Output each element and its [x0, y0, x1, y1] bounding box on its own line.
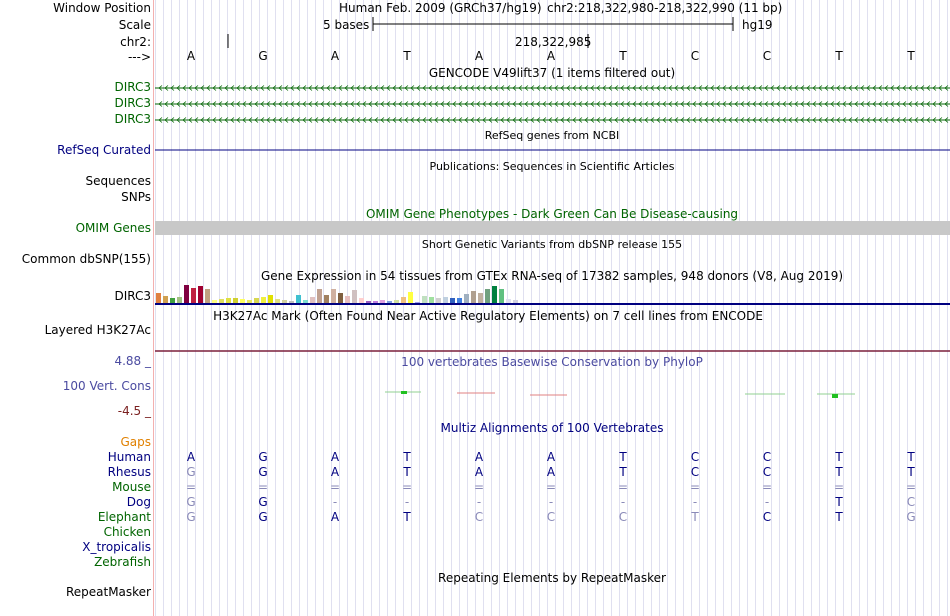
alignment-base-human: A [474, 450, 484, 464]
gtex-tissue-bar [219, 299, 224, 303]
phylop-track-title: 100 vertebrates Basewise Conservation by PhyloP [401, 355, 703, 369]
gtex-tissue-bar [275, 299, 280, 303]
alignment-base-human: G [258, 450, 268, 464]
h3k27ac-signal-line[interactable] [155, 350, 950, 354]
gtex-tissue-bar [296, 295, 301, 303]
gtex-tissue-bar [394, 300, 399, 303]
alignment-base-rhesus: T [403, 465, 411, 479]
gtex-tissue-bar [156, 293, 161, 303]
gtex-tissue-bar [289, 301, 294, 303]
label-gaps[interactable]: Gaps [120, 435, 151, 449]
scale-bar-db: hg19 [742, 18, 773, 32]
alignment-base-elephant: C [474, 510, 484, 524]
repeatmasker-track-title: Repeating Elements by RepeatMasker [438, 571, 666, 585]
alignment-base-dog: - [404, 495, 410, 509]
label-snps[interactable]: SNPs [121, 190, 151, 204]
gtex-tissue-bar [310, 297, 315, 303]
window-position-range: chr2:218,322,980-218,322,990 (11 bp) [547, 1, 783, 15]
alignment-base-elephant: G [258, 510, 268, 524]
base-letter: A [474, 49, 484, 63]
label-gtex-dirc3[interactable]: DIRC3 [114, 289, 151, 303]
label-window-position[interactable]: Window Position [53, 1, 151, 15]
base-letter: T [907, 49, 915, 63]
alignment-base-dog: - [476, 495, 482, 509]
alignment-base-mouse: = [257, 480, 269, 494]
alignment-base-dog: G [258, 495, 268, 509]
gtex-tissue-bar [205, 289, 210, 303]
gtex-tissue-bar [478, 293, 483, 303]
alignment-base-rhesus: G [258, 465, 268, 479]
label-common-dbsnp[interactable]: Common dbSNP(155) [21, 252, 151, 266]
multiz-track-title: Multiz Alignments of 100 Vertebrates [440, 421, 664, 435]
alignment-base-human: A [546, 450, 556, 464]
gtex-tissue-bar [401, 297, 406, 303]
chr-coordinate-label: 218,322,985 [515, 35, 592, 49]
gtex-tissue-bar [380, 300, 385, 303]
base-letter: A [186, 49, 196, 63]
base-letter: A [546, 49, 556, 63]
alignment-base-mouse: = [689, 480, 701, 494]
alignment-base-mouse: = [545, 480, 557, 494]
h3k27ac-track-title: H3K27Ac Mark (Often Found Near Active Regulatory Elements) on 7 cell lines from ENCODE [213, 309, 763, 323]
gtex-tissue-bar [436, 298, 441, 303]
label-chr[interactable]: chr2: [120, 35, 151, 49]
alignment-base-human: C [762, 450, 772, 464]
gtex-tissue-bar [352, 290, 357, 303]
label-cons-max: 4.88 _ [114, 354, 151, 368]
label-refseq-curated[interactable]: RefSeq Curated [57, 143, 151, 157]
gencode-gene-models[interactable] [155, 80, 950, 130]
gtex-tissue-bar [499, 289, 504, 303]
alignment-base-dog: G [186, 495, 196, 509]
gtex-tissue-bar [268, 295, 273, 303]
gtex-tissue-bar [345, 296, 350, 303]
base-letter: A [330, 49, 340, 63]
assembly-title: Human Feb. 2009 (GRCh37/hg19) [339, 1, 542, 15]
alignment-base-elephant: C [546, 510, 556, 524]
gtex-tissue-bar [471, 291, 476, 303]
alignment-base-elephant: G [906, 510, 916, 524]
label-dirc3-1[interactable]: DIRC3 [114, 80, 151, 94]
alignment-base-mouse: = [473, 480, 485, 494]
phylop-signal[interactable] [155, 380, 950, 420]
gtex-tissue-bar [331, 289, 336, 303]
label-dog[interactable]: Dog [126, 495, 151, 509]
gtex-tissue-bar [191, 288, 196, 303]
label-dirc3-3[interactable]: DIRC3 [114, 112, 151, 126]
label-scale[interactable]: Scale [118, 18, 151, 32]
gtex-tissue-bar [492, 286, 497, 303]
gtex-tissue-bar [212, 300, 217, 303]
gtex-tissue-bar [366, 301, 371, 303]
gtex-tissue-bar [254, 298, 259, 303]
alignment-base-human: C [690, 450, 700, 464]
label-repeatmasker[interactable]: RepeatMasker [65, 585, 151, 599]
label-layered-h3k27ac[interactable]: Layered H3K27Ac [44, 323, 151, 337]
base-letter: T [835, 49, 843, 63]
gtex-tissue-bar [506, 299, 511, 303]
alignment-base-mouse: = [761, 480, 773, 494]
alignment-base-elephant: C [762, 510, 772, 524]
alignment-base-mouse: = [185, 480, 197, 494]
label-rhesus[interactable]: Rhesus [107, 465, 151, 479]
gtex-tissue-bar [450, 298, 455, 303]
gtex-tissue-bar [415, 302, 420, 303]
gtex-tissue-bar [464, 294, 469, 303]
label-cons-min: -4.5 _ [117, 404, 151, 418]
gtex-tissue-bar [303, 300, 308, 303]
dbsnp-track-title: Short Genetic Variants from dbSNP release 155 [421, 238, 683, 251]
scale-bar-label: 5 bases [323, 18, 370, 32]
label-sequences[interactable]: Sequences [85, 174, 151, 188]
gtex-tissue-bar [429, 297, 434, 303]
gtex-tissue-bar [247, 300, 252, 303]
gtex-tissue-bar [422, 296, 427, 303]
base-letter: T [619, 49, 627, 63]
alignment-base-rhesus: C [690, 465, 700, 479]
alignment-base-elephant: T [691, 510, 699, 524]
gtex-tissue-bar [184, 285, 189, 303]
label-elephant[interactable]: Elephant [97, 510, 151, 524]
gtex-track-title: Gene Expression in 54 tissues from GTEx RNA-seq of 17382 samples, 948 donors (V8, Aug 2019) [260, 269, 844, 283]
alignment-base-dog: - [764, 495, 770, 509]
alignment-base-dog: T [835, 495, 843, 509]
alignment-base-elephant: A [330, 510, 340, 524]
label-mouse[interactable]: Mouse [112, 480, 151, 494]
gtex-tissue-bar [513, 300, 518, 303]
base-letter: C [762, 49, 772, 63]
omim-track-title: OMIM Gene Phenotypes - Dark Green Can Be Disease-causing [365, 207, 739, 221]
track-image-area[interactable] [155, 0, 950, 616]
label-omim-genes[interactable]: OMIM Genes [75, 221, 151, 235]
base-letter: C [690, 49, 700, 63]
base-letter: T [403, 49, 411, 63]
refseq-track-title: RefSeq genes from NCBI [484, 129, 620, 142]
gencode-track-title: GENCODE V49lift37 (1 items filtered out) [428, 66, 676, 80]
gtex-tissue-bar [240, 299, 245, 303]
gtex-tissue-bar [324, 295, 329, 303]
alignment-base-dog: - [692, 495, 698, 509]
alignment-base-dog: - [620, 495, 626, 509]
alignment-base-mouse: = [905, 480, 917, 494]
alignment-base-rhesus: G [186, 465, 196, 479]
gtex-bar-graph[interactable] [155, 283, 950, 305]
label-100-vert-cons[interactable]: 100 Vert. Cons [62, 379, 151, 393]
alignment-base-human: T [619, 450, 627, 464]
alignment-base-rhesus: T [835, 465, 843, 479]
alignment-base-dog: - [548, 495, 554, 509]
alignment-base-rhesus: A [330, 465, 340, 479]
gtex-tissue-bar [233, 298, 238, 303]
alignment-base-elephant: T [403, 510, 411, 524]
label-dirc3-2[interactable]: DIRC3 [114, 96, 151, 110]
gtex-tissue-bar [443, 297, 448, 303]
publications-track-title: Publications: Sequences in Scientific Articles [429, 160, 675, 173]
alignment-base-rhesus: T [619, 465, 627, 479]
gtex-tissue-bar [198, 286, 203, 303]
alignment-base-mouse: = [329, 480, 341, 494]
label-chicken[interactable]: Chicken [103, 525, 151, 539]
alignment-base-human: T [907, 450, 915, 464]
alignment-base-rhesus: A [546, 465, 556, 479]
gtex-tissue-bar [485, 289, 490, 303]
gtex-tissue-bar [457, 298, 462, 303]
gtex-tissue-bar [408, 292, 413, 303]
gtex-tissue-bar [170, 298, 175, 303]
gtex-tissue-bar [387, 301, 392, 303]
scale-bar [155, 15, 950, 35]
alignment-base-elephant: C [618, 510, 628, 524]
base-letter: G [258, 49, 268, 63]
alignment-base-mouse: = [617, 480, 629, 494]
gtex-tissue-bar [177, 297, 182, 303]
alignment-base-dog: C [906, 495, 916, 509]
gtex-tissue-bar [373, 301, 378, 303]
label-x-tropicalis[interactable]: X_tropicalis [82, 540, 151, 554]
alignment-base-mouse: = [833, 480, 845, 494]
alignment-base-elephant: G [186, 510, 196, 524]
alignment-base-rhesus: A [474, 465, 484, 479]
alignment-base-human: A [330, 450, 340, 464]
gtex-tissue-bar [338, 293, 343, 303]
alignment-base-mouse: = [401, 480, 413, 494]
gtex-tissue-bar [226, 298, 231, 303]
alignment-base-elephant: T [835, 510, 843, 524]
label-human[interactable]: Human [107, 450, 151, 464]
label-zebrafish[interactable]: Zebrafish [94, 555, 151, 569]
label-arrow[interactable]: ---> [127, 50, 151, 64]
gtex-tissue-bar [261, 297, 266, 303]
gtex-tissue-bar [317, 289, 322, 303]
alignment-base-rhesus: C [762, 465, 772, 479]
refseq-gene-line[interactable] [155, 149, 950, 153]
alignment-base-human: T [835, 450, 843, 464]
gtex-tissue-bar [359, 298, 364, 303]
alignment-base-dog: - [332, 495, 338, 509]
omim-gene-bar[interactable] [155, 221, 950, 235]
track-label-column [0, 0, 154, 616]
alignment-base-human: T [403, 450, 411, 464]
gtex-tissue-bar [282, 300, 287, 303]
alignment-base-human: A [186, 450, 196, 464]
alignment-base-rhesus: T [907, 465, 915, 479]
gtex-tissue-bar [163, 296, 168, 303]
